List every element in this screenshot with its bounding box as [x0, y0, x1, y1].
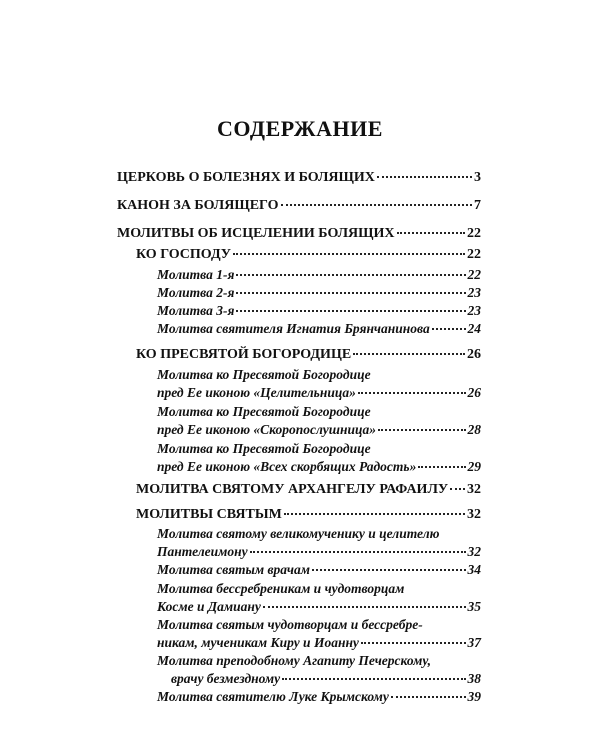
toc-entry-text: КО ПРЕСВЯТОЙ БОГОРОДИЦЕ	[136, 347, 352, 362]
toc-entry	[117, 225, 481, 243]
toc-entry-page: 32	[467, 544, 481, 559]
toc-entry-text: КАНОН ЗА БОЛЯЩЕГО	[117, 198, 279, 213]
toc-entry-text: Молитва святителю Луке Крымскому	[157, 689, 389, 704]
toc-entry-page: 32	[467, 507, 481, 522]
toc-entry-page: 22	[467, 247, 481, 262]
toc-entry	[157, 634, 481, 652]
toc-entry	[157, 421, 481, 439]
leader-dots	[233, 253, 465, 255]
toc-entry-text: ЦЕРКОВЬ О БОЛЕЗНЯХ И БОЛЯЩИХ	[117, 170, 375, 185]
toc-entry-text: Молитва 1-я	[157, 267, 235, 282]
toc-entry-page: 26	[467, 385, 481, 400]
toc-entry-first-line: Молитва ко Пресвятой Богородице	[157, 367, 371, 382]
toc-entry-page: 23	[467, 285, 481, 300]
toc-entry	[136, 346, 481, 364]
toc-entry	[157, 561, 481, 579]
leader-dots	[236, 274, 465, 276]
toc-entry-page: 24	[467, 321, 481, 336]
toc-entry-page: 29	[467, 459, 481, 474]
leader-dots	[358, 392, 466, 394]
toc-entry	[157, 384, 481, 402]
leader-dots	[236, 292, 465, 294]
toc-entry	[157, 302, 481, 320]
leader-dots	[450, 488, 465, 490]
toc-entry-page: 38	[467, 671, 481, 686]
toc-entry	[157, 598, 481, 616]
toc-entry	[136, 506, 481, 524]
toc-entry-page: 35	[467, 599, 481, 614]
toc-entry	[157, 266, 481, 284]
toc-entry	[157, 458, 481, 476]
toc-entry-text: Молитва 2-я	[157, 285, 235, 300]
leader-dots	[432, 328, 466, 330]
toc-entry-page: 26	[467, 347, 481, 362]
leader-dots	[353, 353, 465, 355]
toc-entry-first-line: Молитва святому великомученику и целителю	[157, 526, 440, 541]
toc-entry-page: 32	[467, 482, 481, 497]
toc-entry	[157, 688, 481, 706]
leader-dots	[250, 551, 466, 553]
leader-dots	[397, 232, 465, 234]
toc-entry-first-line: Молитва преподобному Агапиту Печерскому,	[157, 653, 432, 668]
toc-entry-text: Молитва святителя Игнатия Брянчанинова	[157, 321, 430, 336]
toc-entry-text: Молитва 3-я	[157, 303, 235, 318]
toc-entry	[157, 543, 481, 561]
leader-dots	[418, 466, 465, 468]
toc-entry-page: 28	[467, 422, 481, 437]
toc-entry-page: 39	[467, 689, 481, 704]
toc-entry-text: врачу безмездному	[171, 671, 281, 686]
leader-dots	[377, 176, 472, 178]
leader-dots	[281, 204, 473, 206]
toc-entry-text: пред Ее иконою «Скоропослушница»	[157, 422, 376, 437]
toc-entry-page: 37	[467, 635, 481, 650]
leader-dots	[378, 429, 466, 431]
toc-entry-page: 22	[467, 226, 481, 241]
toc-entry-page: 7	[474, 198, 481, 213]
toc-entry-text: Молитва святым врачам	[157, 562, 310, 577]
toc-entry-text: пред Ее иконою «Всех скорбящих Радость»	[157, 459, 417, 474]
toc-entry-text: МОЛИТВА СВЯТОМУ АРХАНГЕЛУ РАФАИЛУ	[136, 482, 449, 497]
toc-entry-first-line: Молитва ко Пресвятой Богородице	[157, 441, 371, 456]
toc-entry-text: МОЛИТВЫ СВЯТЫМ	[136, 507, 282, 522]
toc-entry	[157, 284, 481, 302]
toc-entry	[157, 320, 481, 338]
leader-dots	[263, 606, 466, 608]
leader-dots	[391, 696, 466, 698]
leader-dots	[361, 642, 466, 644]
toc-entry-text: МОЛИТВЫ ОБ ИСЦЕЛЕНИИ БОЛЯЩИХ	[117, 226, 395, 241]
toc-entry-page: 22	[467, 267, 481, 282]
toc-entry-page: 23	[467, 303, 481, 318]
toc-entry	[117, 197, 481, 215]
leader-dots	[284, 513, 465, 515]
toc-entry-text: Косме и Дамиану	[157, 599, 261, 614]
leader-dots	[312, 569, 466, 571]
toc-entry-first-line: Молитва ко Пресвятой Богородице	[157, 404, 371, 419]
toc-entry	[117, 169, 481, 187]
toc-entry-text: КО ГОСПОДУ	[136, 247, 232, 262]
toc-entry-page: 3	[474, 170, 481, 185]
toc-entry-first-line: Молитва бессребреникам и чудотворцам	[157, 581, 405, 596]
toc-entry-text: Пантелеимону	[157, 544, 248, 559]
page-title: СОДЕРЖАНИЕ	[217, 116, 383, 141]
toc-entry-text: никам, мученикам Киру и Иоанну	[157, 635, 359, 650]
toc-entry	[157, 670, 481, 688]
leader-dots	[236, 310, 465, 312]
leader-dots	[282, 678, 465, 680]
toc-entry-page: 34	[467, 562, 481, 577]
toc-entry-first-line: Молитва святым чудотворцам и бессребре-	[157, 617, 423, 632]
toc-entry-text: пред Ее иконою «Целительница»	[157, 385, 356, 400]
toc-entry	[136, 481, 481, 499]
toc-entry	[136, 246, 481, 264]
